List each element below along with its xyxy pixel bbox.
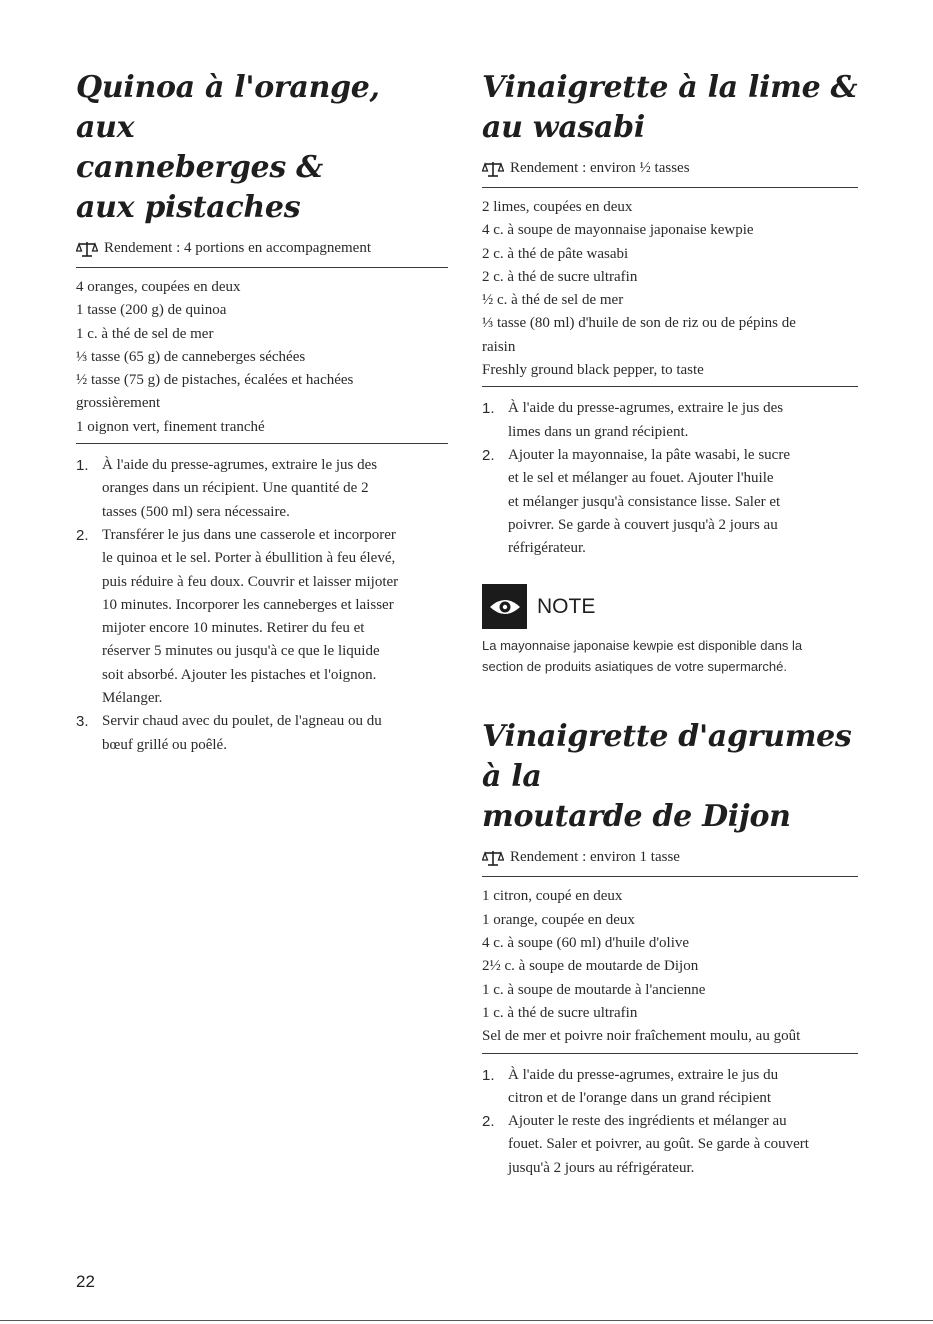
step-item	[482, 1064, 858, 1111]
ingredient-item: ⅓ tasse (65 g) de canneberges séchées	[76, 348, 306, 365]
ingredient-item: 2 c. à thé de sucre ultrafin	[482, 268, 638, 285]
ingredient-list	[482, 877, 858, 1053]
scale-icon	[76, 241, 98, 257]
yield-line	[76, 240, 448, 268]
note-header	[482, 584, 858, 629]
step-text: Transférer le jus dans une casserole et incorporer le quinoa et le sel. Porter à ébullition à feu élevé, puis réduire à feu doux. Couvrir et laisser mijoter 10 minutes. Incorporer les canneberges et laisser mijoter encore 10 minutes. Retirer du feu et réserver 5 minutes ou jusqu'à ce que le liquide soit absorbé. Ajouter les pistaches et l'oignon. Mélanger.	[102, 526, 399, 707]
ingredient-list	[482, 188, 858, 387]
eye-icon	[482, 584, 527, 629]
yield-text: Rendement : environ 1 tasse	[510, 849, 680, 866]
ingredient-item: 1 tasse (200 g) de quinoa	[76, 302, 227, 319]
ingredient-item: 1 oignon vert, finement tranché	[76, 418, 265, 435]
title-line: Quinoa à l'orange, aux	[76, 70, 380, 145]
yield-text: Rendement : 4 portions en accompagnement	[104, 240, 372, 256]
bottom-rule	[0, 1320, 933, 1321]
title-line: aux pistaches	[76, 190, 301, 225]
step-text: Ajouter le reste des ingrédients et mélanger au fouet. Saler et poivrer, au goût. Se garde à couvert jusqu'à 2 jours au réfrigérateur.	[508, 1113, 809, 1176]
step-list	[482, 1054, 858, 1180]
ingredient-item: ½ c. à thé de sel de mer	[482, 292, 624, 309]
ingredient-item: 1 c. à thé de sel de mer	[76, 325, 214, 342]
step-text: À l'aide du presse-agrumes, extraire le jus des limes dans un grand récipient.	[508, 400, 784, 440]
yield-line	[482, 160, 858, 188]
step-item	[76, 454, 448, 524]
ingredient-item: 2 c. à thé de pâte wasabi	[482, 245, 629, 262]
scale-icon	[482, 850, 504, 866]
step-item	[482, 444, 858, 560]
right-column	[482, 68, 858, 1180]
yield-line	[482, 849, 858, 877]
recipe-lime-wasabi	[482, 68, 858, 677]
ingredient-item: Sel de mer et poivre noir fraîchement moulu, au goût	[482, 1028, 801, 1045]
recipe-title	[76, 68, 448, 228]
ingredient-item: 1 orange, coupée en deux	[482, 911, 635, 928]
ingredient-item: 4 c. à soupe de mayonnaise japonaise kewpie	[482, 222, 754, 239]
step-number: 3.	[76, 713, 89, 731]
step-text: Servir chaud avec du poulet, de l'agneau ou du bœuf grillé ou poêlé.	[102, 713, 382, 753]
ingredient-item: ⅓ tasse (80 ml) d'huile de son de riz ou de pépins de	[482, 315, 796, 332]
step-item	[482, 1110, 858, 1180]
ingredient-item: raisin	[482, 338, 516, 355]
step-item	[76, 524, 448, 710]
step-number: 2.	[482, 446, 495, 464]
step-number: 2.	[482, 1113, 495, 1131]
ingredient-item: 1 c. à soupe de moutarde à l'ancienne	[482, 981, 706, 998]
recipe-title	[482, 717, 858, 837]
ingredient-item: 1 c. à thé de sucre ultrafin	[482, 1004, 638, 1021]
scale-icon	[482, 161, 504, 177]
ingredient-item: 2½ c. à soupe de moutarde de Dijon	[482, 958, 699, 975]
step-text: À l'aide du presse-agrumes, extraire le jus des oranges dans un récipient. Une quantité de 2 tasses (500 ml) sera nécessaire.	[102, 457, 378, 520]
ingredient-list	[76, 268, 448, 444]
recipe-quinoa	[76, 68, 448, 757]
ingredient-item: Freshly ground black pepper, to taste	[482, 362, 704, 379]
ingredient-item: ½ tasse (75 g) de pistaches, écalées et hachées	[76, 372, 354, 389]
recipe-citrus-dijon	[482, 717, 858, 1180]
note-box	[482, 584, 858, 677]
ingredient-item: 4 c. à soupe (60 ml) d'huile d'olive	[482, 935, 690, 952]
title-line: Vinaigrette à la lime &	[482, 70, 858, 105]
ingredient-item: grossièrement	[76, 395, 161, 412]
title-line: au wasabi	[482, 110, 645, 145]
note-label: NOTE	[537, 594, 596, 618]
ingredient-item: 2 limes, coupées en deux	[482, 199, 633, 215]
step-number: 2.	[76, 526, 89, 544]
yield-text: Rendement : environ ½ tasses	[510, 160, 690, 176]
ingredient-item: 1 citron, coupé en deux	[482, 888, 623, 905]
recipe-title	[482, 68, 858, 148]
step-text: Ajouter la mayonnaise, la pâte wasabi, le sucre et le sel et mélanger au fouet. Ajouter l'huile et mélanger jusqu'à consistance lisse. Saler et poivrer. Se garde à couvert jusqu'à 2 jours au réfrigérateur.	[508, 446, 790, 557]
step-list	[482, 387, 858, 560]
title-line: moutarde de Dijon	[482, 799, 791, 835]
step-item	[76, 710, 448, 757]
step-text: À l'aide du presse-agrumes, extraire le jus du citron et de l'orange dans un grand récipient	[508, 1066, 779, 1106]
step-list	[76, 444, 448, 757]
step-item	[482, 397, 858, 444]
ingredient-item: 4 oranges, coupées en deux	[76, 279, 241, 295]
left-column	[76, 68, 448, 757]
title-line: canneberges &	[76, 150, 323, 185]
step-number: 1.	[482, 1066, 495, 1084]
page-number: 22	[76, 1272, 95, 1291]
title-line: Vinaigrette d'agrumes à la	[482, 719, 852, 795]
step-number: 1.	[482, 400, 495, 418]
note-text: La mayonnaise japonaise kewpie est disponible dans la section de produits asiatiques de votre supermarché.	[482, 638, 803, 675]
step-number: 1.	[76, 457, 89, 475]
